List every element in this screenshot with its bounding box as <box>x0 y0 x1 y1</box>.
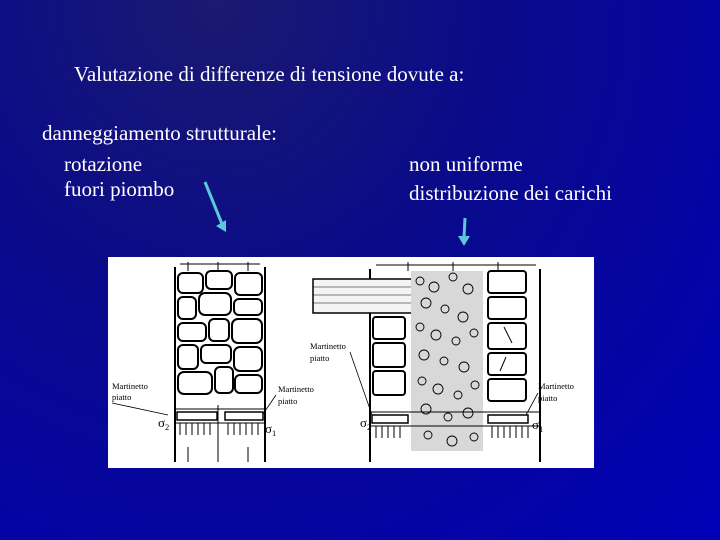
right-arrow-icon <box>458 218 470 246</box>
svg-text:piatto: piatto <box>278 396 298 406</box>
left-item-out-of-plumb: fuori piombo <box>64 177 175 201</box>
right-line-1: non uniforme <box>409 152 523 176</box>
slide-title: Valutazione di differenze di tensione dovute a: <box>74 62 465 86</box>
svg-text:2: 2 <box>367 422 372 432</box>
svg-text:1: 1 <box>539 424 544 434</box>
svg-text:1: 1 <box>272 428 277 438</box>
left-label-jack-right <box>263 384 314 414</box>
svg-text:Martinetto: Martinetto <box>310 341 346 351</box>
right-wall <box>313 262 540 462</box>
svg-text:2: 2 <box>165 422 170 432</box>
svg-text:σ: σ <box>158 415 166 430</box>
svg-text:Martinetto: Martinetto <box>112 381 148 391</box>
svg-text:piatto: piatto <box>310 353 330 363</box>
left-label-jack-left <box>112 381 168 415</box>
svg-text:σ: σ <box>265 421 273 436</box>
svg-text:σ: σ <box>360 415 368 430</box>
masonry-diagram <box>108 257 594 468</box>
left-sigma-1 <box>265 421 276 438</box>
right-label-jack-top <box>310 341 372 415</box>
left-item-rotation: rotazione <box>64 152 143 176</box>
svg-text:σ: σ <box>532 417 540 432</box>
svg-text:piatto: piatto <box>112 392 132 402</box>
svg-text:Martinetto: Martinetto <box>538 381 574 391</box>
svg-text:Martinetto: Martinetto <box>278 384 314 394</box>
left-arrow-icon <box>205 182 226 232</box>
right-label-jack-right <box>526 381 574 415</box>
right-sigma-1 <box>532 417 543 434</box>
left-sigma-2 <box>158 415 169 432</box>
right-line-2: distribuzione dei carichi <box>409 181 612 205</box>
left-heading: danneggiamento strutturale: <box>42 121 278 145</box>
left-wall <box>175 262 265 462</box>
svg-text:piatto: piatto <box>538 393 558 403</box>
